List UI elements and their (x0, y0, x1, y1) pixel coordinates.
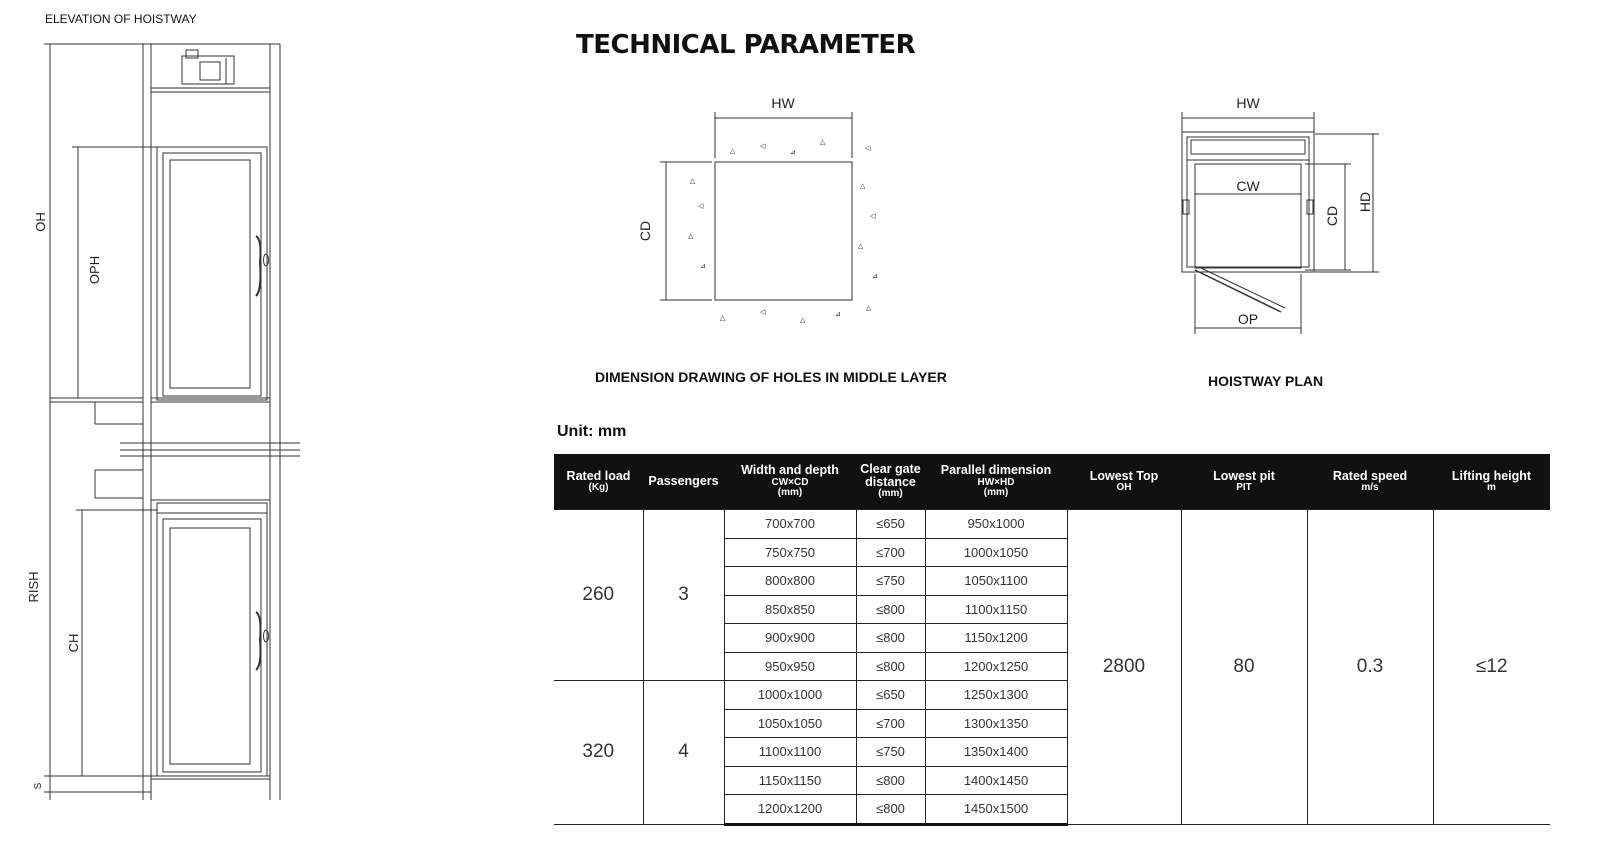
header-rated-speed: Rated speed m/s (1307, 454, 1433, 510)
header-rated-load: Rated load (Kg) (554, 454, 643, 510)
gate-cell: ≤700 (856, 709, 925, 738)
parallel-cell: 1100x1150 (925, 595, 1067, 624)
width-depth-cell: 700x700 (724, 510, 856, 539)
parallel-cell: 950x1000 (925, 510, 1067, 539)
width-depth-cell: 1200x1200 (724, 795, 856, 825)
gate-cell: ≤800 (856, 766, 925, 795)
unit-label: Unit: mm (557, 423, 627, 440)
svg-text:◁: ◁ (865, 145, 871, 152)
header-clear-gate: Clear gate distance (mm) (856, 454, 925, 510)
parallel-cell: 1300x1350 (925, 709, 1067, 738)
width-depth-cell: 800x800 (724, 567, 856, 596)
technical-parameter-table (554, 454, 1550, 826)
parallel-cell: 1450x1500 (925, 795, 1067, 825)
gate-cell: ≤650 (856, 510, 925, 539)
hoistway-plan-drawing (1165, 88, 1395, 338)
width-depth-cell: 1050x1050 (724, 709, 856, 738)
svg-text:△: △ (730, 148, 736, 155)
width-depth-cell: 850x850 (724, 595, 856, 624)
header-lowest-top: Lowest Top OH (1067, 454, 1181, 510)
width-depth-cell: 750x750 (724, 538, 856, 567)
gate-cell: ≤800 (856, 795, 925, 825)
svg-text:△: △ (720, 315, 726, 322)
rated-load-cell: 320 (554, 681, 643, 825)
parallel-cell: 1150x1200 (925, 624, 1067, 653)
svg-text:⊿: ⊿ (872, 273, 878, 280)
width-depth-cell: 900x900 (724, 624, 856, 653)
plan-cd-label: CD (1324, 205, 1340, 227)
svg-text:△: △ (690, 178, 696, 185)
parallel-cell: 1250x1300 (925, 681, 1067, 710)
gate-cell: ≤750 (856, 738, 925, 767)
ch-label: CH (66, 633, 81, 653)
header-width-depth: Width and depth CW×CD (mm) (724, 454, 856, 510)
lifting-height-cell: ≤12 (1433, 510, 1550, 825)
gate-cell: ≤750 (856, 567, 925, 596)
passengers-cell: 3 (643, 510, 724, 681)
hole-hw-label: HW (771, 95, 795, 111)
svg-text:△: △ (820, 139, 826, 146)
page-title: TECHNICAL PARAMETER (576, 30, 916, 60)
gate-cell: ≤800 (856, 624, 925, 653)
width-depth-cell: 1100x1100 (724, 738, 856, 767)
lowest-top-cell: 2800 (1067, 510, 1181, 825)
svg-text:⊿: ⊿ (700, 263, 706, 270)
rish-label: RISH (26, 571, 41, 603)
oph-label: OPH (87, 255, 102, 285)
plan-hd-label: HD (1357, 191, 1373, 213)
table-header-row (554, 454, 1550, 510)
table-row (554, 510, 1550, 539)
plan-cw-label: CW (1236, 178, 1260, 194)
hoistway-plan-caption: HOISTWAY PLAN (1208, 373, 1324, 389)
svg-text:△: △ (800, 317, 806, 324)
svg-text:◁: ◁ (760, 143, 766, 150)
svg-text:◁: ◁ (870, 213, 876, 220)
header-lifting-height: Lifting height m (1433, 454, 1550, 510)
svg-text:◁: ◁ (698, 203, 704, 210)
parallel-cell: 1400x1450 (925, 766, 1067, 795)
gate-cell: ≤800 (856, 652, 925, 681)
gate-cell: ≤700 (856, 538, 925, 567)
svg-text:△: △ (866, 305, 872, 312)
plan-op-label: OP (1237, 311, 1259, 327)
oh-label: OH (33, 212, 48, 232)
hoistway-elevation-drawing (0, 0, 310, 854)
header-parallel-dimension: Parallel dimension HW×HD (mm) (925, 454, 1067, 510)
svg-text:⊿: ⊿ (790, 149, 796, 156)
rated-load-cell: 260 (554, 510, 643, 681)
plan-hw-label: HW (1236, 95, 1260, 111)
s-label: S (33, 782, 44, 790)
svg-text:◁: ◁ (760, 309, 766, 316)
width-depth-cell: 1150x1150 (724, 766, 856, 795)
svg-text:△: △ (858, 243, 864, 250)
hole-cd-label: CD (637, 220, 653, 242)
header-passengers: Passengers (643, 454, 724, 510)
parallel-cell: 1050x1100 (925, 567, 1067, 596)
parallel-cell: 1200x1250 (925, 652, 1067, 681)
svg-text:△: △ (860, 183, 866, 190)
parallel-cell: 1350x1400 (925, 738, 1067, 767)
width-depth-cell: 950x950 (724, 652, 856, 681)
parallel-cell: 1000x1050 (925, 538, 1067, 567)
svg-text:△: △ (688, 233, 694, 240)
svg-text:⊿: ⊿ (835, 311, 841, 318)
gate-cell: ≤800 (856, 595, 925, 624)
passengers-cell: 4 (643, 681, 724, 825)
hole-drawing-caption: DIMENSION DRAWING OF HOLES IN MIDDLE LAYER (595, 369, 947, 385)
hole-dimension-drawing (620, 88, 900, 338)
gate-cell: ≤650 (856, 681, 925, 710)
rated-speed-cell: 0.3 (1307, 510, 1433, 825)
header-lowest-pit: Lowest pit PIT (1181, 454, 1307, 510)
lowest-pit-cell: 80 (1181, 510, 1307, 825)
width-depth-cell: 1000x1000 (724, 681, 856, 710)
elevation-title: ELEVATION OF HOISTWAY (45, 12, 197, 26)
